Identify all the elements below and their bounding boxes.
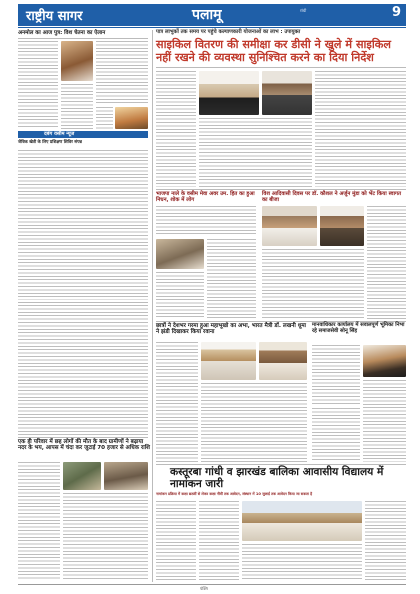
mid-story-headline-1: भाजपा नाले के वसीम मेवा अवर उम. हित का हुआ निधन, शोक में लोग xyxy=(156,191,255,204)
top-story-kicker: पात्र लाभुकों तक समय पर पहुंचे कल्याणकारी योजनाओं का लाभ : उपायुक्त xyxy=(156,29,301,35)
page-number: 9 xyxy=(392,5,402,20)
mid-story-1-text-2 xyxy=(207,239,256,319)
bottom-story-text-1 xyxy=(156,501,196,580)
right-lower-text-1 xyxy=(312,345,360,405)
divider xyxy=(156,189,406,190)
top-story-text-2 xyxy=(315,71,406,187)
rally-photo xyxy=(201,342,256,380)
person-photo xyxy=(61,41,93,81)
left-top-headline: अनमोल का आज पुत्र: विश चेतना का ऐलान xyxy=(18,30,106,36)
divider xyxy=(18,437,148,438)
mid-story-2-text-2 xyxy=(262,249,364,319)
paper-name: राष्ट्रीय सागर xyxy=(26,9,83,24)
left-lower-headline: एक ही परिवार में छह लोगों की मौत के बाद ग्रामीणों ने बढ़ाया नदर के भय, आपस में चंदा कर जुटाई 70 हजार से अधिक राशि xyxy=(18,439,150,452)
divider xyxy=(156,464,406,465)
center-lower-headline: छात्रों ने देशभर गरमा हुआ महाभूखो का अभा, भारत मैत्री डॉ. लखनी धूमा ने झंडी दिखाकर किया रवाना xyxy=(156,323,306,336)
bottom-story-text-4 xyxy=(365,501,406,580)
news-photo xyxy=(63,462,101,490)
mid-story-1-text-3 xyxy=(156,272,204,319)
official-photo xyxy=(199,71,259,115)
news-photo xyxy=(156,239,204,269)
bottom-story-sub: नामांकन प्रक्रिया में कक्षा छठवीं से लेकर कक्षा नौवीं तक आवेदन, संस्थान में 10 जुलाई तक आवेदन किया जा सकता है xyxy=(156,492,313,496)
column-divider xyxy=(152,30,153,582)
center-lower-text-1 xyxy=(156,342,198,462)
news-photo xyxy=(104,462,148,490)
rally-photo xyxy=(259,342,307,380)
footer-label: पंक्ति xyxy=(200,586,208,591)
left-section-label: दबंग वसीम न्यूज xyxy=(44,131,75,137)
mid-story-headline-2: विश आदिवासी दिवस पर डॉ. कौशल ने अर्जुन मुंडा को भेंट किया स्वागत का बीजा xyxy=(262,191,401,204)
footer-rule xyxy=(18,584,406,585)
top-story-text-3 xyxy=(199,118,312,187)
bottom-story-text-3 xyxy=(242,544,362,580)
left-top-text-4 xyxy=(96,107,113,129)
left-lower-text-2 xyxy=(63,493,148,580)
left-section-bar xyxy=(18,131,148,138)
top-story-headline: साइकिल वितरण की समीक्षा कर डीसी ने खुले में साइकिल नहीं रखने की व्यवस्था सुनिश्चित करने का दिया निर्देश xyxy=(156,38,391,64)
left-story-headline xyxy=(18,140,148,145)
right-lower-headline: मानवाधिकार कार्यालय में सवालपूर्ण भूमिका निभा रहे समाजसेवी सोनू सिंह xyxy=(312,322,405,334)
bottom-story-headline: कस्तूरबा गांधी व झारखंड बालिका आवासीय विद्यालय में नामांकन जारी xyxy=(170,466,384,491)
divider xyxy=(18,38,148,39)
left-lower-text-1 xyxy=(18,462,60,580)
center-lower-text-2 xyxy=(201,383,307,462)
left-top-text-2 xyxy=(96,41,148,105)
person-photo xyxy=(363,345,406,377)
divider xyxy=(18,302,148,303)
top-story-text-1 xyxy=(156,71,196,187)
left-top-text-3 xyxy=(61,84,93,129)
mid-story-1-text xyxy=(156,206,256,236)
person-photo xyxy=(115,107,148,129)
bottom-story-text-2 xyxy=(199,501,239,580)
group-photo xyxy=(262,206,317,246)
right-lower-text-2 xyxy=(363,380,406,462)
divider xyxy=(156,67,406,68)
official-photo xyxy=(262,71,312,115)
school-photo xyxy=(242,501,362,541)
group-photo xyxy=(320,206,364,246)
left-top-text-1 xyxy=(18,41,58,129)
right-lower-text-3 xyxy=(312,408,360,462)
left-mid-text xyxy=(18,150,148,300)
date-line: रांची xyxy=(300,8,307,13)
left-story-headline-text: जैविक खेती के लिए प्रशिक्षण शिविर संपन्न xyxy=(18,139,82,144)
left-mid-text-2 xyxy=(18,305,148,435)
masthead-underline xyxy=(18,27,406,28)
section-title: पलामू xyxy=(192,7,222,23)
mid-story-2-text xyxy=(367,206,406,319)
